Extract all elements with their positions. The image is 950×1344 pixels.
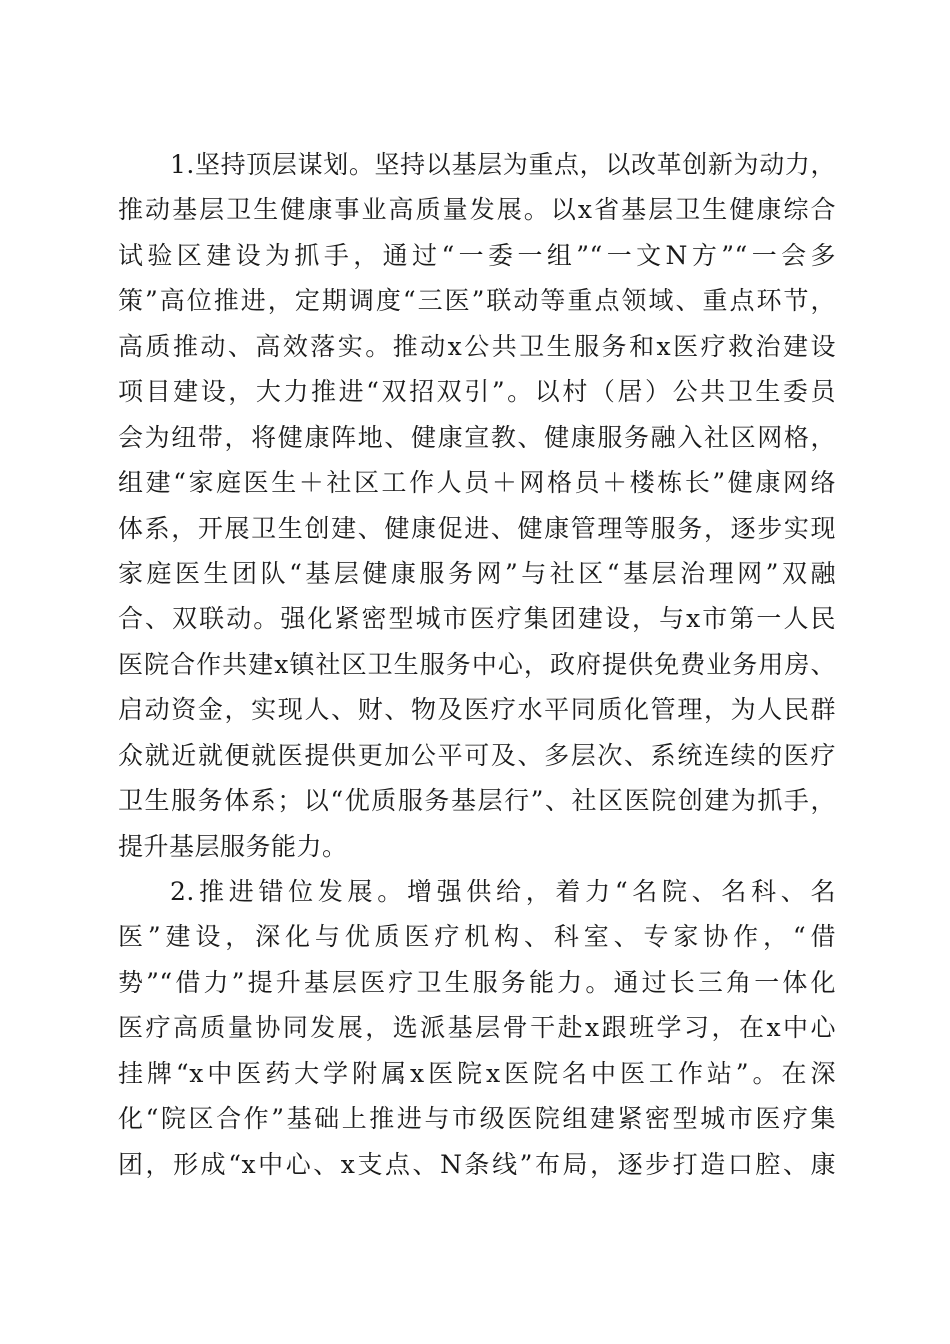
paragraph-line: 挂牌“x中医药大学附属x医院x医院名中医工作站”。在深 [118, 1058, 836, 1088]
paragraph-line: 医疗高质量协同发展，选派基层骨干赴x跟班学习，在x中心 [118, 1013, 836, 1043]
paragraph-line: 化“院区合作”基础上推进与市级医院组建紧密型城市医疗集 [118, 1104, 836, 1134]
paragraph-line: 提升基层服务能力。 [118, 831, 348, 861]
paragraph-line: 推动基层卫生健康事业高质量发展。以x省基层卫生健康综合 [118, 195, 836, 225]
paragraph-line: 卫生服务体系；以“优质服务基层行”、社区医院创建为抓手， [118, 786, 836, 816]
paragraph-line: 会为纽带，将健康阵地、健康宣教、健康服务融入社区网格， [118, 422, 836, 452]
paragraph-line: 团，形成“x中心、x支点、N条线”布局，逐步打造口腔、康 [118, 1149, 836, 1179]
paragraph-line: 策”高位推进，定期调度“三医”联动等重点领域、重点环节， [118, 286, 836, 316]
paragraph-line: 医”建设，深化与优质医疗机构、科室、专家协作，“借 [118, 922, 836, 952]
paragraph-line: 合、双联动。强化紧密型城市医疗集团建设，与x市第一人民 [118, 604, 836, 634]
paragraph-line: 势”“借力”提升基层医疗卫生服务能力。通过长三角一体化 [118, 967, 836, 997]
document-body [118, 142, 836, 1187]
paragraph-line: 众就近就便就医提供更加公平可及、多层次、系统连续的医疗 [118, 740, 836, 770]
paragraph-line: 项目建设，大力推进“双招双引”。以村（居）公共卫生委员 [118, 377, 836, 407]
paragraph-line: 高质推动、高效落实。推动x公共卫生服务和x医疗救治建设 [118, 331, 836, 361]
paragraph-line: 家庭医生团队“基层健康服务网”与社区“基层治理网”双融 [118, 558, 836, 588]
paragraph-line: 组建“家庭医生＋社区工作人员＋网格员＋楼栋长”健康网络 [118, 468, 836, 498]
paragraph-2 [118, 869, 836, 1187]
paragraph-line: 试验区建设为抓手，通过“一委一组”“一文N方”“一会多 [118, 240, 836, 270]
paragraph-line: 1.坚持顶层谋划。坚持以基层为重点，以改革创新为动力， [170, 150, 836, 179]
paragraph-line: 启动资金，实现人、财、物及医疗水平同质化管理，为人民群 [118, 695, 836, 725]
paragraph-line: 2.推进错位发展。增强供给，着力“名院、名科、名 [170, 877, 836, 906]
paragraph-1 [118, 142, 836, 869]
paragraph-line: 体系，开展卫生创建、健康促进、健康管理等服务，逐步实现 [118, 513, 836, 543]
paragraph-line: 医院合作共建x镇社区卫生服务中心，政府提供免费业务用房、 [118, 649, 836, 679]
